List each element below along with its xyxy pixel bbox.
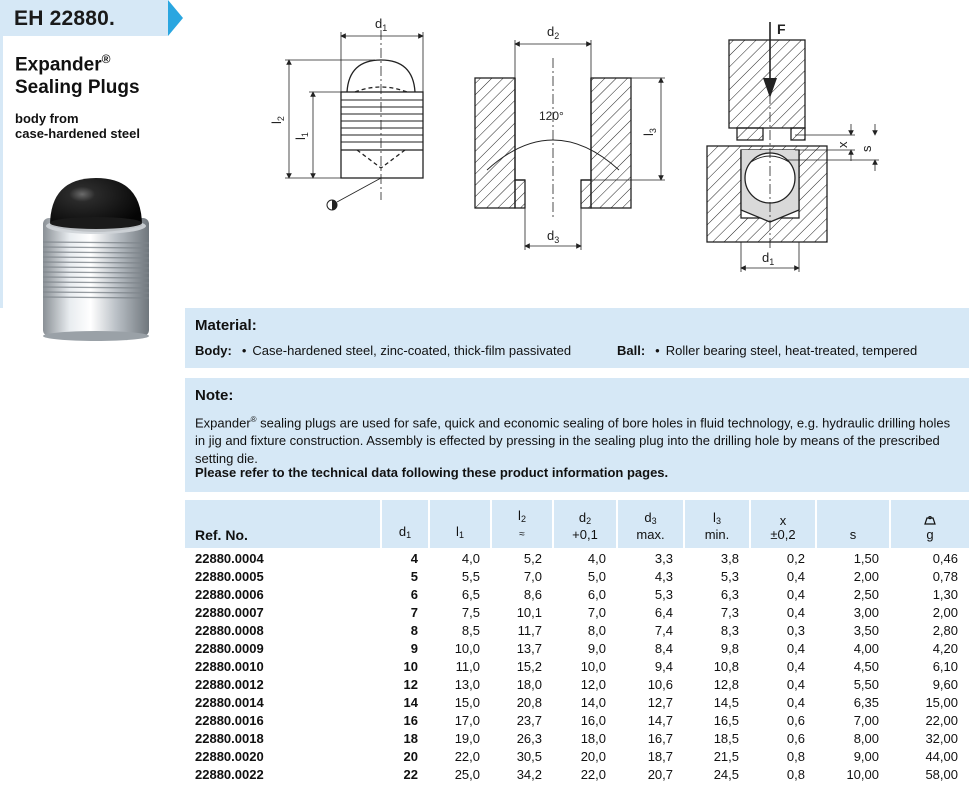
cell-l3: 14,5 — [713, 695, 739, 710]
cell-ref-no: 22880.0005 — [195, 569, 264, 584]
registered-mark: ® — [250, 415, 257, 424]
cell-weight: 0,46 — [932, 551, 958, 566]
cell-l3: 16,5 — [713, 713, 739, 728]
bullet: • — [241, 343, 247, 358]
cell-d2: 6,0 — [587, 587, 606, 602]
cell-l1: 19,0 — [454, 731, 480, 746]
cell-d1: 9 — [410, 641, 418, 656]
header-weight: g — [890, 500, 969, 548]
cell-x: 0,4 — [786, 659, 805, 674]
force-label: F — [777, 21, 786, 37]
cell-l2: 26,3 — [516, 731, 542, 746]
cell-l2: 10,1 — [516, 605, 542, 620]
cell-d3: 16,7 — [647, 731, 673, 746]
cell-d3: 7,4 — [654, 623, 673, 638]
weight-icon — [924, 516, 936, 525]
header-l1: $l_1$ — [429, 500, 491, 548]
cell-l2: 8,6 — [523, 587, 542, 602]
cell-l1: 15,0 — [454, 695, 480, 710]
cell-d1: 4 — [410, 551, 418, 566]
note-text-rest: sealing plugs are used for safe, quick and economic sealing of bore holes in fluid technology, e.g. hydraulic drilling holes in jig and fixture construction. Assembly is effected by pressing in the sealing plug into the drilling hole by means of the prescribed setting die. — [195, 415, 951, 467]
cell-d1: 10 — [403, 659, 418, 674]
cell-d1: 8 — [410, 623, 418, 638]
cell-ref-no: 22880.0007 — [195, 605, 264, 620]
cell-weight: 15,00 — [925, 695, 958, 710]
cell-d3: 12,7 — [647, 695, 673, 710]
cell-s: 9,00 — [853, 749, 879, 764]
cell-x: 0,4 — [786, 569, 805, 584]
cell-weight: 2,00 — [932, 605, 958, 620]
cell-s: 2,00 — [853, 569, 879, 584]
note-text — [195, 411, 963, 468]
table-row — [185, 766, 969, 784]
table-row — [185, 548, 969, 568]
cell-s: 6,35 — [853, 695, 879, 710]
cell-d3: 20,7 — [647, 767, 673, 782]
cell-ref-no: 22880.0004 — [195, 551, 264, 566]
cell-x: 0,6 — [786, 713, 805, 728]
cell-s: 2,50 — [853, 587, 879, 602]
cell-l2: 15,2 — [516, 659, 542, 674]
cell-x: 0,8 — [786, 767, 805, 782]
bore-d3-label: $d_3$ — [547, 228, 560, 245]
cell-d3: 6,4 — [654, 605, 673, 620]
cell-d1: 5 — [410, 569, 418, 584]
cell-d2: 4,0 — [587, 551, 606, 566]
product-sidebar — [0, 0, 183, 788]
cell-x: 0,4 — [786, 605, 805, 620]
cell-d2: 14,0 — [580, 695, 606, 710]
header-ref-no: Ref. No. — [185, 500, 381, 548]
cell-l3: 3,8 — [720, 551, 739, 566]
table-row — [185, 676, 969, 694]
cell-d2: 9,0 — [587, 641, 606, 656]
cell-l3: 12,8 — [713, 677, 739, 692]
cell-weight: 2,80 — [932, 623, 958, 638]
cell-d2: 16,0 — [580, 713, 606, 728]
cell-d1: 14 — [403, 695, 418, 710]
cell-s: 4,00 — [853, 641, 879, 656]
cell-weight: 6,10 — [932, 659, 958, 674]
material-body-row — [195, 343, 571, 358]
dimensions-table — [185, 500, 969, 788]
cell-l2: 34,2 — [516, 767, 542, 782]
cell-ref-no: 22880.0006 — [195, 587, 264, 602]
registered-mark: ® — [101, 52, 111, 66]
material-panel — [185, 308, 969, 368]
table-row — [185, 748, 969, 766]
cell-d2: 7,0 — [587, 605, 606, 620]
cell-d3: 10,6 — [647, 677, 673, 692]
cell-weight: 32,00 — [925, 731, 958, 746]
product-title — [15, 48, 140, 99]
cell-l1: 11,0 — [455, 659, 480, 674]
cell-d1: 18 — [403, 731, 418, 746]
ball-text: Roller bearing steel, heat-treated, tempered — [665, 343, 918, 358]
header-x: x ±0,2 — [750, 500, 816, 548]
cell-d2: 22,0 — [580, 767, 606, 782]
product-photo — [38, 176, 156, 341]
cell-l3: 24,5 — [713, 767, 739, 782]
cell-d1: 7 — [410, 605, 418, 620]
table-header-row — [185, 500, 969, 548]
table-row — [185, 658, 969, 676]
header-d3: $d_3$ max. — [617, 500, 684, 548]
bore-d2-label: $d_2$ — [547, 24, 560, 41]
cell-l2: 13,7 — [516, 641, 542, 656]
cell-d2: 8,0 — [587, 623, 606, 638]
cell-l2: 7,0 — [523, 569, 542, 584]
cell-weight: 44,00 — [925, 749, 958, 764]
cell-s: 10,00 — [846, 767, 879, 782]
material-ball-row — [617, 343, 917, 358]
table-row — [185, 622, 969, 640]
table-row — [185, 712, 969, 730]
material-heading: Material: — [195, 317, 257, 334]
cell-d3: 5,3 — [654, 587, 673, 602]
product-subtitle-line1: body from — [15, 111, 79, 126]
plug-l2-label: $l_2$ — [269, 116, 286, 124]
header-d1: $d_1$ — [381, 500, 429, 548]
bullet: • — [655, 343, 660, 358]
bore-angle-label: 120° — [539, 109, 564, 123]
cell-ref-no: 22880.0009 — [195, 641, 264, 656]
body-label: Body: — [195, 343, 232, 358]
cell-weight: 0,78 — [932, 569, 958, 584]
cell-l3: 10,8 — [713, 659, 739, 674]
cell-weight: 9,60 — [932, 677, 958, 692]
tab-arrow-icon — [168, 0, 183, 36]
cell-l3: 7,3 — [720, 605, 739, 620]
cell-d3: 4,3 — [654, 569, 673, 584]
cell-ref-no: 22880.0020 — [195, 749, 264, 764]
cell-l2: 5,2 — [523, 551, 542, 566]
install-x-label: x — [835, 141, 850, 148]
plug-l1-label: $l_1$ — [293, 132, 310, 140]
cell-d3: 3,3 — [654, 551, 673, 566]
table-row — [185, 694, 969, 712]
cell-d3: 14,7 — [647, 713, 673, 728]
product-title-line2: Sealing Plugs — [15, 77, 140, 99]
cell-s: 8,00 — [853, 731, 879, 746]
cell-d2: 20,0 — [580, 749, 606, 764]
table-row — [185, 640, 969, 658]
cell-l1: 4,0 — [461, 551, 480, 566]
cell-l2: 30,5 — [516, 749, 542, 764]
cell-d1: 22 — [403, 767, 418, 782]
cell-ref-no: 22880.0014 — [195, 695, 264, 710]
table-row — [185, 604, 969, 622]
cell-x: 0,3 — [786, 623, 805, 638]
cell-l1: 7,5 — [461, 605, 480, 620]
cell-l2: 20,8 — [516, 695, 542, 710]
cell-d1: 16 — [403, 713, 418, 728]
cell-weight: 58,00 — [925, 767, 958, 782]
cell-l2: 23,7 — [516, 713, 542, 728]
cell-l3: 18,5 — [713, 731, 739, 746]
install-s-label: s — [859, 145, 874, 152]
cell-l1: 22,0 — [454, 749, 480, 764]
cell-x: 0,8 — [786, 749, 805, 764]
plug-d1-label: $d_1$ — [375, 16, 388, 33]
cell-s: 4,50 — [853, 659, 879, 674]
cell-s: 7,00 — [853, 713, 879, 728]
cell-ref-no: 22880.0008 — [195, 623, 264, 638]
header-d2: $d_2$ +0,1 — [553, 500, 617, 548]
note-reference: Please refer to the technical data following these product information pages. — [195, 465, 669, 480]
product-code-tab — [0, 0, 168, 36]
cell-l1: 17,0 — [454, 713, 480, 728]
data-table — [185, 500, 969, 784]
surface-finish-icon — [327, 200, 337, 210]
cell-l2: 11,7 — [517, 623, 542, 638]
ball-label: Ball: — [617, 343, 646, 358]
table-body — [185, 548, 969, 784]
header-l3: $l_3$ min. — [684, 500, 750, 548]
cell-s: 5,50 — [853, 677, 879, 692]
plug-side-view — [285, 30, 423, 202]
cell-x: 0,6 — [786, 731, 805, 746]
cell-ref-no: 22880.0022 — [195, 767, 264, 782]
cell-l2: 18,0 — [516, 677, 542, 692]
cell-l3: 5,3 — [720, 569, 739, 584]
installation-section-view — [707, 22, 879, 272]
cell-d2: 10,0 — [580, 659, 606, 674]
table-row — [185, 586, 969, 604]
product-title-line1: Expander — [15, 54, 102, 76]
cell-d2: 18,0 — [580, 731, 606, 746]
technical-drawing — [185, 0, 969, 300]
cell-x: 0,4 — [786, 695, 805, 710]
cell-d1: 20 — [403, 749, 418, 764]
cell-x: 0,4 — [786, 641, 805, 656]
cell-s: 3,00 — [853, 605, 879, 620]
cell-x: 0,4 — [786, 587, 805, 602]
bore-section-view — [475, 40, 665, 250]
note-heading: Note: — [195, 387, 234, 404]
cell-x: 0,4 — [786, 677, 805, 692]
cell-d1: 6 — [410, 587, 418, 602]
cell-l1: 6,5 — [461, 587, 480, 602]
body-text: Case-hardened steel, zinc-coated, thick-film passivated — [252, 343, 572, 358]
cell-l1: 5,5 — [461, 569, 480, 584]
cell-l1: 8,5 — [461, 623, 480, 638]
product-code: EH 22880. — [14, 7, 116, 30]
cell-weight: 4,20 — [932, 641, 958, 656]
table-row — [185, 568, 969, 586]
note-text-start: Expander — [195, 415, 251, 431]
install-d1-label: $d_1$ — [762, 250, 775, 267]
cell-s: 3,50 — [853, 623, 879, 638]
header-s: s — [816, 500, 890, 548]
cell-l1: 10,0 — [454, 641, 480, 656]
note-panel — [185, 378, 969, 492]
cell-d3: 18,7 — [647, 749, 673, 764]
cell-d3: 9,4 — [654, 659, 673, 674]
cell-l3: 6,3 — [720, 587, 739, 602]
cell-ref-no: 22880.0012 — [195, 677, 264, 692]
product-subtitle — [15, 111, 140, 141]
cell-l1: 13,0 — [454, 677, 480, 692]
cell-ref-no: 22880.0010 — [195, 659, 264, 674]
bore-l3-label: $l_3$ — [641, 128, 658, 136]
cell-weight: 22,00 — [925, 713, 958, 728]
sidebar-edge — [0, 36, 3, 308]
cell-l1: 25,0 — [454, 767, 480, 782]
header-l2: $l_2$ ≈ — [491, 500, 553, 548]
table-row — [185, 730, 969, 748]
cell-ref-no: 22880.0018 — [195, 731, 264, 746]
cell-weight: 1,30 — [932, 587, 958, 602]
cell-ref-no: 22880.0016 — [195, 713, 264, 728]
cell-l3: 9,8 — [720, 641, 739, 656]
cell-x: 0,2 — [786, 551, 805, 566]
cell-d1: 12 — [403, 677, 418, 692]
cell-d2: 12,0 — [580, 677, 606, 692]
cell-d3: 8,4 — [654, 641, 673, 656]
cell-l3: 21,5 — [713, 749, 739, 764]
cell-l3: 8,3 — [720, 623, 739, 638]
cell-d2: 5,0 — [587, 569, 606, 584]
product-subtitle-line2: case-hardened steel — [15, 126, 141, 141]
cell-s: 1,50 — [853, 551, 879, 566]
